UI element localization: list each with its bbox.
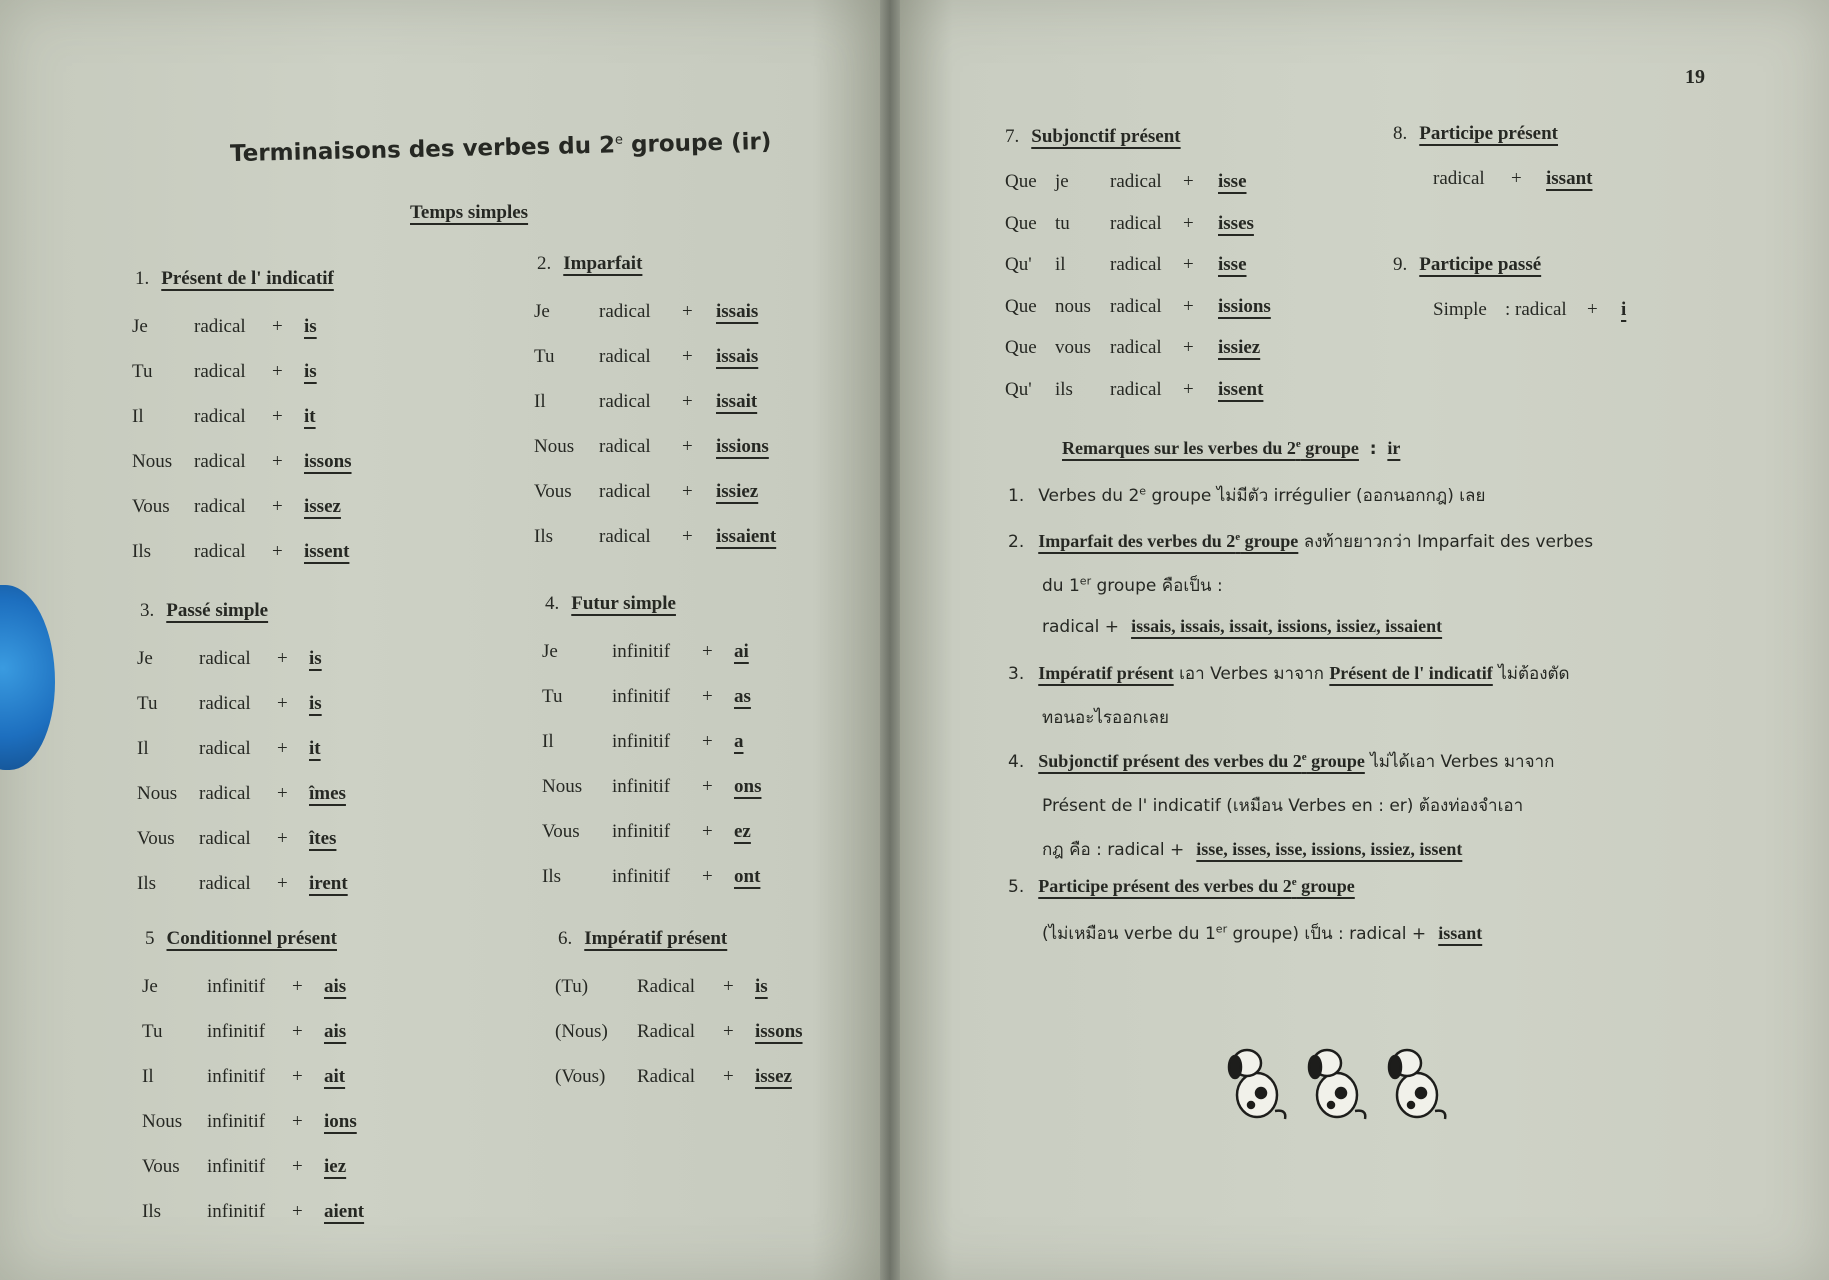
word: Que (1005, 337, 1037, 358)
plus-sign: + (723, 976, 734, 997)
section-number: 3. (140, 600, 155, 621)
word: Que (1005, 171, 1037, 192)
word: + (1183, 171, 1194, 192)
ending: i (1621, 299, 1627, 320)
superscript: e (1301, 751, 1307, 763)
pronoun: Vous (534, 481, 572, 502)
remark-text: ลงท้ายยาวกว่า Imparfait des verbes (1298, 532, 1594, 552)
pronoun: Vous (132, 496, 170, 517)
plus-sign: + (682, 526, 693, 547)
pronoun: Il (534, 391, 546, 412)
ending: ais (324, 976, 347, 997)
plus-sign: + (277, 693, 288, 714)
plus-sign: + (272, 406, 283, 427)
ending: ions (324, 1111, 357, 1132)
pronoun: Je (137, 648, 153, 669)
word: Qu' (1005, 378, 1032, 400)
word: vous (1055, 337, 1091, 358)
word: radical (1110, 212, 1162, 234)
remark-line (1042, 836, 1462, 863)
pronoun: Il (542, 731, 554, 752)
plus-sign: + (682, 346, 693, 367)
stem: infinitif (612, 776, 671, 797)
plus-sign: + (292, 1111, 303, 1132)
word: radical (1110, 254, 1162, 275)
remark-number: 1. (1008, 486, 1025, 506)
stem: Radical (637, 1066, 696, 1087)
stem: infinitif (207, 1066, 266, 1087)
ending: issez (755, 1066, 792, 1087)
pronoun: Tu (142, 1021, 163, 1042)
plus-sign: + (292, 1066, 303, 1087)
section-number: 5 (145, 928, 155, 949)
section-heading (140, 600, 268, 622)
word: radical (1110, 171, 1162, 192)
plus-sign: + (277, 828, 288, 849)
stem: infinitif (612, 641, 671, 662)
pronoun: Nous (542, 776, 583, 797)
remark-bold (1038, 876, 1355, 896)
ending: îtes (309, 828, 337, 849)
plus-sign: + (292, 1156, 303, 1177)
remark-line (1008, 482, 1485, 509)
stem: radical (599, 481, 651, 502)
stem: radical (194, 361, 246, 382)
plus-sign: + (272, 361, 283, 382)
pronoun: Il (137, 738, 149, 759)
word: Qu' (1005, 254, 1032, 275)
section-title: Participe présent (1419, 123, 1559, 144)
ending: issons (304, 451, 352, 472)
remark-bold-text: groupe (1306, 751, 1365, 771)
section-title: Participe passé (1419, 254, 1542, 275)
ending: is (309, 693, 322, 714)
ending: ont (734, 866, 761, 887)
ending: as (734, 686, 751, 707)
plus-sign: + (292, 976, 303, 997)
superscript: e (1291, 876, 1297, 888)
remark-text: groupe คือเป็น : (1091, 576, 1223, 596)
stem: radical (194, 316, 246, 337)
ending: issais (716, 301, 759, 322)
word: ils (1055, 378, 1073, 400)
stem: radical (194, 496, 246, 517)
stem: radical (199, 873, 251, 894)
superscript: e (1235, 531, 1241, 543)
pronoun: Nous (137, 783, 178, 804)
plus-sign: + (292, 1201, 303, 1222)
stem: infinitif (612, 821, 671, 842)
remark-text: ไม่ต้องตัด (1492, 664, 1570, 684)
pronoun: Il (142, 1066, 154, 1087)
left-page (0, 0, 883, 1280)
book-gutter (880, 0, 900, 1280)
plus-sign: + (682, 301, 693, 322)
pronoun: Nous (534, 436, 575, 457)
ending: a (734, 731, 744, 752)
section-title: Imparfait (563, 253, 643, 274)
remark-line (1008, 528, 1593, 555)
section-heading (1393, 123, 1558, 145)
word: il (1055, 254, 1066, 275)
stem: Radical (637, 1021, 696, 1042)
plus-sign: + (682, 391, 693, 412)
pronoun: Tu (534, 346, 555, 367)
stem: radical (599, 391, 651, 412)
remark-bold: Présent de l' indicatif (1329, 663, 1493, 683)
plus-sign: + (272, 496, 283, 517)
ending: issez (304, 496, 341, 517)
ending: isses (1218, 212, 1254, 234)
remark-number: 3. (1008, 664, 1025, 684)
plus-sign: + (277, 648, 288, 669)
remark-text: กฎ คือ : radical + (1042, 840, 1185, 860)
section-heading (537, 253, 642, 275)
stem: infinitif (612, 866, 671, 887)
section-number: 9. (1393, 254, 1408, 275)
remarks-heading: Remarques sur les verbes du 2e groupe : ir (1062, 438, 1401, 459)
plus-sign: + (702, 866, 713, 887)
plus-sign: + (702, 686, 713, 707)
remark-text: groupe ไม่มีตัว irrégulier (ออกนอกกฎ) เลย (1146, 486, 1486, 506)
pronoun: Ils (137, 873, 156, 894)
remark-text: เอา Verbes มาจาก (1173, 664, 1330, 684)
remark-bold: issant (1438, 923, 1483, 943)
remark-bold-text: Impératif présent (1038, 663, 1174, 683)
ending: isse (1218, 171, 1247, 192)
plus-sign: + (277, 738, 288, 759)
ending: issaient (716, 526, 777, 547)
remark-bold (1038, 751, 1365, 771)
remark-bold-text: groupe (1296, 876, 1355, 896)
word: Que (1005, 295, 1037, 317)
word: radical (1110, 295, 1162, 317)
word: Simple (1433, 299, 1487, 320)
remark-bold: isse, isses, isse, issions, issiez, issent (1196, 839, 1463, 859)
stem: radical (199, 783, 251, 804)
word: radical (1515, 299, 1567, 320)
stem: radical (199, 648, 251, 669)
pronoun: Tu (542, 686, 563, 707)
pronoun: (Nous) (555, 1021, 608, 1042)
stem: radical (599, 436, 651, 457)
remark-line (1008, 748, 1554, 775)
word: radical (1433, 168, 1485, 189)
pronoun: Vous (137, 828, 175, 849)
pronoun: Ils (132, 541, 151, 562)
plus-sign: + (272, 541, 283, 562)
word: + (1183, 337, 1194, 358)
section-heading (545, 593, 676, 615)
ending: ons (734, 776, 762, 797)
remark-line (1042, 572, 1223, 599)
ending: issons (755, 1021, 803, 1042)
stem: infinitif (207, 1201, 266, 1222)
stem: radical (199, 828, 251, 849)
pronoun: (Vous) (555, 1066, 606, 1087)
superscript: er (1215, 922, 1228, 936)
three-puppies-icon (1225, 1045, 1465, 1125)
ending: issent (304, 541, 350, 562)
plus-sign: + (272, 316, 283, 337)
section-number: 1. (135, 268, 150, 289)
ending: ai (734, 641, 749, 662)
remark-number: 4. (1008, 752, 1025, 772)
stem: infinitif (612, 731, 671, 752)
remark-bold-text: Participe présent des verbes du 2 (1038, 876, 1292, 896)
remark-bold: issais, issais, issait, issions, issiez, issaient (1131, 616, 1443, 636)
section-heading (1393, 254, 1541, 276)
section-title: Passé simple (166, 600, 269, 621)
plus-sign: + (277, 783, 288, 804)
remark-text: Présent de l' indicatif (เหมือน Verbes en : er) ต้องท่องจำเอา (1042, 796, 1524, 816)
section-title: Conditionnel présent (166, 928, 337, 949)
section-title: Futur simple (571, 593, 676, 614)
plus-sign: + (292, 1021, 303, 1042)
ending: is (304, 316, 317, 337)
section-heading (558, 928, 727, 950)
ending: it (309, 738, 321, 759)
plus-sign: + (702, 731, 713, 752)
ending: issait (716, 391, 758, 412)
ending: issions (1218, 295, 1271, 317)
pronoun: Nous (132, 451, 173, 472)
ending: is (304, 361, 317, 382)
word: + (1183, 295, 1194, 317)
ending: ez (734, 821, 751, 842)
ending: isse (1218, 254, 1247, 275)
pronoun: Ils (142, 1201, 161, 1222)
remark-text: radical + (1042, 617, 1120, 637)
pronoun: Tu (137, 693, 158, 714)
word: je (1055, 171, 1069, 192)
remark-bold (1038, 531, 1298, 551)
stem: radical (194, 451, 246, 472)
remark-line (1042, 704, 1169, 731)
stem: radical (199, 738, 251, 759)
word: nous (1055, 295, 1091, 317)
pronoun: Je (534, 301, 550, 322)
section-number: 7. (1005, 126, 1020, 147)
ending: iez (324, 1156, 347, 1177)
section-heading (135, 268, 334, 290)
pronoun: Ils (542, 866, 561, 887)
ending: irent (309, 873, 348, 894)
stem: infinitif (207, 1111, 266, 1132)
pronoun: Ils (534, 526, 553, 547)
section-number: 2. (537, 253, 552, 274)
ending: issais (716, 346, 759, 367)
plus-sign: + (272, 451, 283, 472)
plus-sign: + (702, 776, 713, 797)
pronoun: Je (542, 641, 558, 662)
word: tu (1055, 212, 1070, 234)
section-title: Impératif présent (584, 928, 728, 949)
plus-sign: + (723, 1066, 734, 1087)
remark-bold-text: Imparfait des verbes du 2 (1038, 531, 1236, 551)
plus-sign: + (702, 821, 713, 842)
stem: radical (199, 693, 251, 714)
remark-line (1042, 616, 1442, 637)
word: : (1505, 299, 1511, 320)
remark-line (1042, 920, 1482, 947)
superscript: er (1079, 574, 1092, 588)
ending: issions (716, 436, 769, 457)
word: Que (1005, 212, 1037, 234)
section-heading (145, 928, 337, 950)
stem: Radical (637, 976, 696, 997)
pronoun: Vous (142, 1156, 180, 1177)
section-heading (1005, 126, 1181, 148)
pronoun: Je (142, 976, 158, 997)
remark-text: (ไม่เหมือน verbe du 1 (1042, 924, 1216, 944)
word: + (1511, 168, 1522, 189)
superscript: e (1139, 484, 1147, 498)
stem: radical (599, 301, 651, 322)
plus-sign: + (723, 1021, 734, 1042)
plus-sign: + (682, 436, 693, 457)
ending: ais (324, 1021, 347, 1042)
pronoun: Je (132, 316, 148, 337)
remark-number: 5. (1008, 877, 1025, 897)
remark-number: 2. (1008, 532, 1025, 552)
stem: infinitif (207, 976, 266, 997)
remark-line (1042, 792, 1523, 819)
ending: it (304, 406, 316, 427)
word: radical (1110, 378, 1162, 400)
remark-text: groupe) เป็น : radical + (1227, 924, 1427, 944)
remark-line (1008, 876, 1355, 897)
ending: aient (324, 1201, 365, 1222)
stem: infinitif (207, 1156, 266, 1177)
remark-text: ไม่ได้เอา Verbes มาจาก (1364, 752, 1555, 772)
pronoun: (Tu) (555, 976, 589, 997)
stem: radical (194, 406, 246, 427)
word: + (1587, 299, 1598, 320)
stem: radical (194, 541, 246, 562)
section-title: Présent de l' indicatif (161, 268, 334, 289)
remark-text: du 1 (1042, 576, 1080, 596)
ending: is (309, 648, 322, 669)
section-subtitle: Temps simples (410, 202, 529, 223)
pronoun: Nous (142, 1111, 183, 1132)
ending: issiez (716, 481, 759, 502)
pronoun: Tu (132, 361, 153, 382)
ending: issent (1218, 378, 1264, 400)
ending: îmes (309, 783, 346, 804)
section-title: Subjonctif présent (1031, 126, 1181, 147)
stem: radical (599, 346, 651, 367)
section-number: 4. (545, 593, 560, 614)
pronoun: Vous (542, 821, 580, 842)
word: + (1183, 254, 1194, 275)
page-number: 19 (1685, 66, 1705, 88)
ending: is (755, 976, 768, 997)
plus-sign: + (682, 481, 693, 502)
remark-bold (1038, 663, 1173, 683)
remark-bold-text: Subjonctif présent des verbes du 2 (1038, 751, 1302, 771)
section-number: 8. (1393, 123, 1408, 144)
remark-text: ทอนอะไรออกเลย (1042, 708, 1169, 728)
word: + (1183, 378, 1194, 400)
ending: issiez (1218, 337, 1261, 358)
remark-line (1008, 660, 1570, 687)
word: radical (1110, 337, 1162, 358)
remark-text: Verbes du 2 (1038, 486, 1140, 506)
word: + (1183, 212, 1194, 234)
stem: infinitif (612, 686, 671, 707)
stem: infinitif (207, 1021, 266, 1042)
ending: ait (324, 1066, 346, 1087)
section-number: 6. (558, 928, 573, 949)
pronoun: Il (132, 406, 144, 427)
page-title: Terminaisons des verbes du 2e groupe (ir) (229, 128, 772, 168)
plus-sign: + (277, 873, 288, 894)
remark-bold-text: groupe (1240, 531, 1299, 551)
ending: issant (1546, 168, 1593, 189)
plus-sign: + (702, 641, 713, 662)
stem: radical (599, 526, 651, 547)
